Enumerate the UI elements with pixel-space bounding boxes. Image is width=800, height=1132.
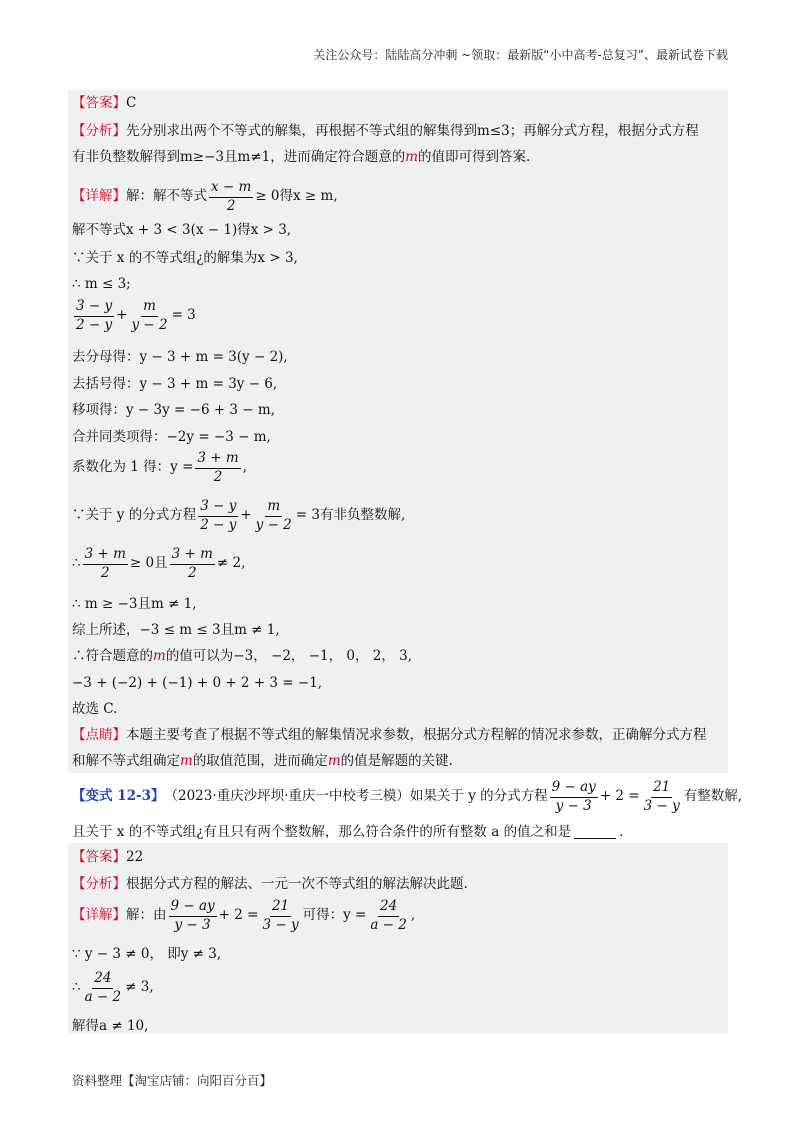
detail2-tag: 【详解】: [72, 907, 126, 924]
fraction-problem-1: [550, 781, 598, 813]
detail2-line: [72, 900, 415, 932]
problem-line-2: [72, 826, 623, 840]
fraction-denominator: 2 − y: [76, 316, 113, 333]
values-tail: 的值可以为−3， −2， −1， 0， 2， 3,: [165, 648, 413, 664]
fraction-sol2-3: [368, 900, 409, 932]
fraction-numerator: m: [141, 300, 158, 317]
equation-tail: = 3: [171, 307, 196, 324]
nonneg-prefix: ∵关于 y 的分式方程: [72, 507, 197, 524]
result-line: 解得a ≠ 10,: [72, 1018, 149, 1034]
ineq1-tail: ≥ 0得x ≥ m,: [255, 188, 338, 205]
range-1: ∴ m ≥ −3且m ≠ 1,: [72, 596, 197, 612]
nonneg-line: [72, 500, 405, 532]
page-header: 关注公众号：陆陆高分冲刺 ~领取：最新版“小中高考-总复习”、最新试卷下载: [313, 48, 728, 62]
comment-m-2: m: [327, 753, 341, 769]
detail2-mid: + 2 =: [218, 907, 259, 924]
fraction-numerator: x − m: [209, 181, 253, 198]
comment-tag: 【点睛】: [72, 727, 126, 743]
fraction-cond2: [83, 972, 124, 1004]
analysis-line-2: [72, 151, 530, 165]
fraction-ineq1: [209, 181, 253, 213]
fraction-numerator: 24: [92, 972, 113, 989]
problem-line-1: [72, 781, 742, 813]
detail2-prefix: 解：由: [126, 907, 167, 924]
fraction-sol2-2: [260, 900, 300, 932]
cond-tail: ≠ 2,: [216, 555, 246, 572]
fraction-numerator: m: [265, 500, 282, 517]
fraction-numerator: 9 − ay: [550, 781, 598, 798]
answer-line: [72, 97, 136, 111]
fraction-denominator: y − 2: [131, 316, 168, 333]
fraction-numerator: 3 + m: [83, 548, 128, 565]
fraction-denominator: 2: [100, 564, 110, 581]
problem-source: （2023·重庆沙坪坝·重庆一中校考三模）如果关于 y 的分式方程: [164, 788, 548, 805]
fraction-denominator: 3 − y: [262, 916, 299, 933]
analysis-m: m: [405, 149, 419, 165]
fraction-denominator: 2: [187, 564, 197, 581]
fraction-y: [195, 452, 240, 484]
cond-mid: ≥ 0且: [129, 555, 168, 572]
problem-text-2b: .: [619, 824, 624, 840]
fraction-numerator: 9 − ay: [169, 900, 217, 917]
answer2-value: 22: [126, 849, 144, 865]
cond2-line: [72, 972, 154, 1004]
neq-line: ∵ y − 3 ≠ 0， 即y ≠ 3,: [72, 946, 222, 962]
fraction-denominator: 2: [226, 197, 236, 214]
step-4: 合并同类项得：−2y = −3 − m,: [72, 429, 271, 445]
fraction-numerator: 3 + m: [195, 452, 240, 469]
cond2-prefix: ∴: [72, 979, 81, 996]
analysis-line-1: [72, 125, 699, 139]
condition-line: [72, 548, 245, 580]
step5-tail: ,: [242, 459, 247, 476]
step-3: 移项得：y − 3y = −6 + 3 − m,: [72, 402, 276, 418]
comment-line-2: [72, 755, 453, 769]
step5-prefix: 系数化为 1 得：y =: [72, 459, 194, 476]
fraction-denominator: a − 2: [84, 988, 122, 1005]
fraction-numerator: 24: [378, 900, 399, 917]
fraction-eq2: [129, 300, 169, 332]
fraction-denominator: y − 3: [174, 916, 211, 933]
values-m: m: [153, 648, 166, 664]
detail-line-1: [72, 181, 338, 213]
fraction-denominator: y − 3: [555, 797, 592, 814]
equation-line: [72, 300, 196, 332]
analysis-text-1: 先分别求出两个不等式的解集，再根据不等式组的解集得到m≤3；再解分式方程，根据分式方程: [126, 123, 699, 139]
problem-mid: + 2 =: [599, 788, 640, 805]
comment-line-1: [72, 729, 707, 743]
step-1: 去分母得：y − 3 + m = 3(y − 2),: [72, 349, 288, 365]
comment-text-1: 本题主要考查了根据不等式组的解集情况求参数，根据分式方程解的情况求参数，正确解分式方程: [126, 727, 707, 743]
detail-intro: 解：解不等式: [126, 188, 207, 205]
problem-text-2a: 且关于 x 的不等式组¿有且只有两个整数解，那么符合条件的所有整数 a 的值之和是: [72, 824, 572, 840]
cond2-tail: ≠ 3,: [125, 979, 154, 996]
step-5: [72, 452, 247, 484]
detail2-tail: ,: [410, 907, 416, 924]
analysis-text-2a: 有非负整数解得到m≥−3且m≠1，进而确定符合题意的: [72, 149, 406, 165]
detail-tag: 【详解】: [72, 188, 126, 205]
values-prefix: ∴符合题意的: [72, 648, 153, 664]
nonneg-tail: = 3有非负整数解,: [295, 507, 406, 524]
sum-line: −3 + (−2) + (−1) + 0 + 2 + 3 = −1,: [72, 675, 323, 691]
line-system: ∵关于 x 的不等式组¿的解集为x > 3,: [72, 250, 298, 266]
fraction-denominator: y − 2: [255, 516, 292, 533]
comment-text-2a: 和解不等式组确定: [72, 753, 180, 769]
fraction-eq1-repeat: [198, 500, 238, 532]
fraction-eq2-repeat: [254, 500, 294, 532]
answer2-line: [72, 851, 143, 865]
fraction-eq1: [74, 300, 114, 332]
fraction-denominator: 3 − y: [643, 797, 680, 814]
fraction-cond1: [83, 548, 128, 580]
fraction-denominator: 2: [213, 468, 223, 485]
detail2-mid2: 可得：y =: [302, 907, 367, 924]
fraction-sol2-1: [169, 900, 217, 932]
answer2-tag: 【答案】: [72, 849, 126, 865]
line-ineq2: 解不等式x + 3 < 3(x − 1)得x > 3,: [72, 222, 292, 238]
answer-tag: 【答案】: [72, 95, 126, 111]
solution-box-2: [68, 843, 728, 1033]
analysis2-line: [72, 878, 468, 892]
step-2: 去括号得：y − 3 + m = 3y − 6,: [72, 376, 278, 392]
choose-line: 故选 C.: [72, 701, 118, 717]
analysis-tag: 【分析】: [72, 123, 126, 139]
range-2: 综上所述，−3 ≤ m ≤ 3且m ≠ 1,: [72, 622, 280, 638]
comment-text-2b: 的取值范围，进而确定: [192, 753, 328, 769]
plus-sign: +: [116, 307, 128, 324]
analysis2-text: 根据分式方程的解法、一元一次不等式组的解法解决此题.: [126, 876, 468, 892]
answer-blank: [574, 826, 616, 839]
answer-value: C: [126, 95, 137, 111]
comment-m-1: m: [180, 753, 193, 769]
fraction-denominator: 2 − y: [200, 516, 237, 533]
fraction-numerator: 3 − y: [198, 500, 238, 517]
fraction-cond2: [170, 548, 215, 580]
problem-tail: 有整数解,: [683, 788, 743, 805]
comment-text-2c: 的值是解题的关键.: [340, 753, 453, 769]
line-m-le-3: ∴ m ≤ 3;: [72, 276, 131, 292]
problem-tag: 【变式 12-3】: [72, 788, 165, 805]
cond-prefix: ∴: [72, 555, 81, 572]
fraction-numerator: 3 + m: [170, 548, 215, 565]
analysis-text-2b: 的值即可得到答案.: [418, 149, 531, 165]
values-line: [72, 650, 412, 664]
fraction-numerator: 21: [270, 900, 291, 917]
fraction-denominator: a − 2: [370, 916, 407, 933]
analysis2-tag: 【分析】: [72, 876, 126, 892]
fraction-numerator: 21: [651, 781, 672, 798]
fraction-numerator: 3 − y: [74, 300, 114, 317]
fraction-problem-2: [642, 781, 682, 813]
page-footer: 资料整理【淘宝店铺：向阳百分百】: [72, 1073, 273, 1088]
plus-sign: +: [240, 507, 252, 524]
